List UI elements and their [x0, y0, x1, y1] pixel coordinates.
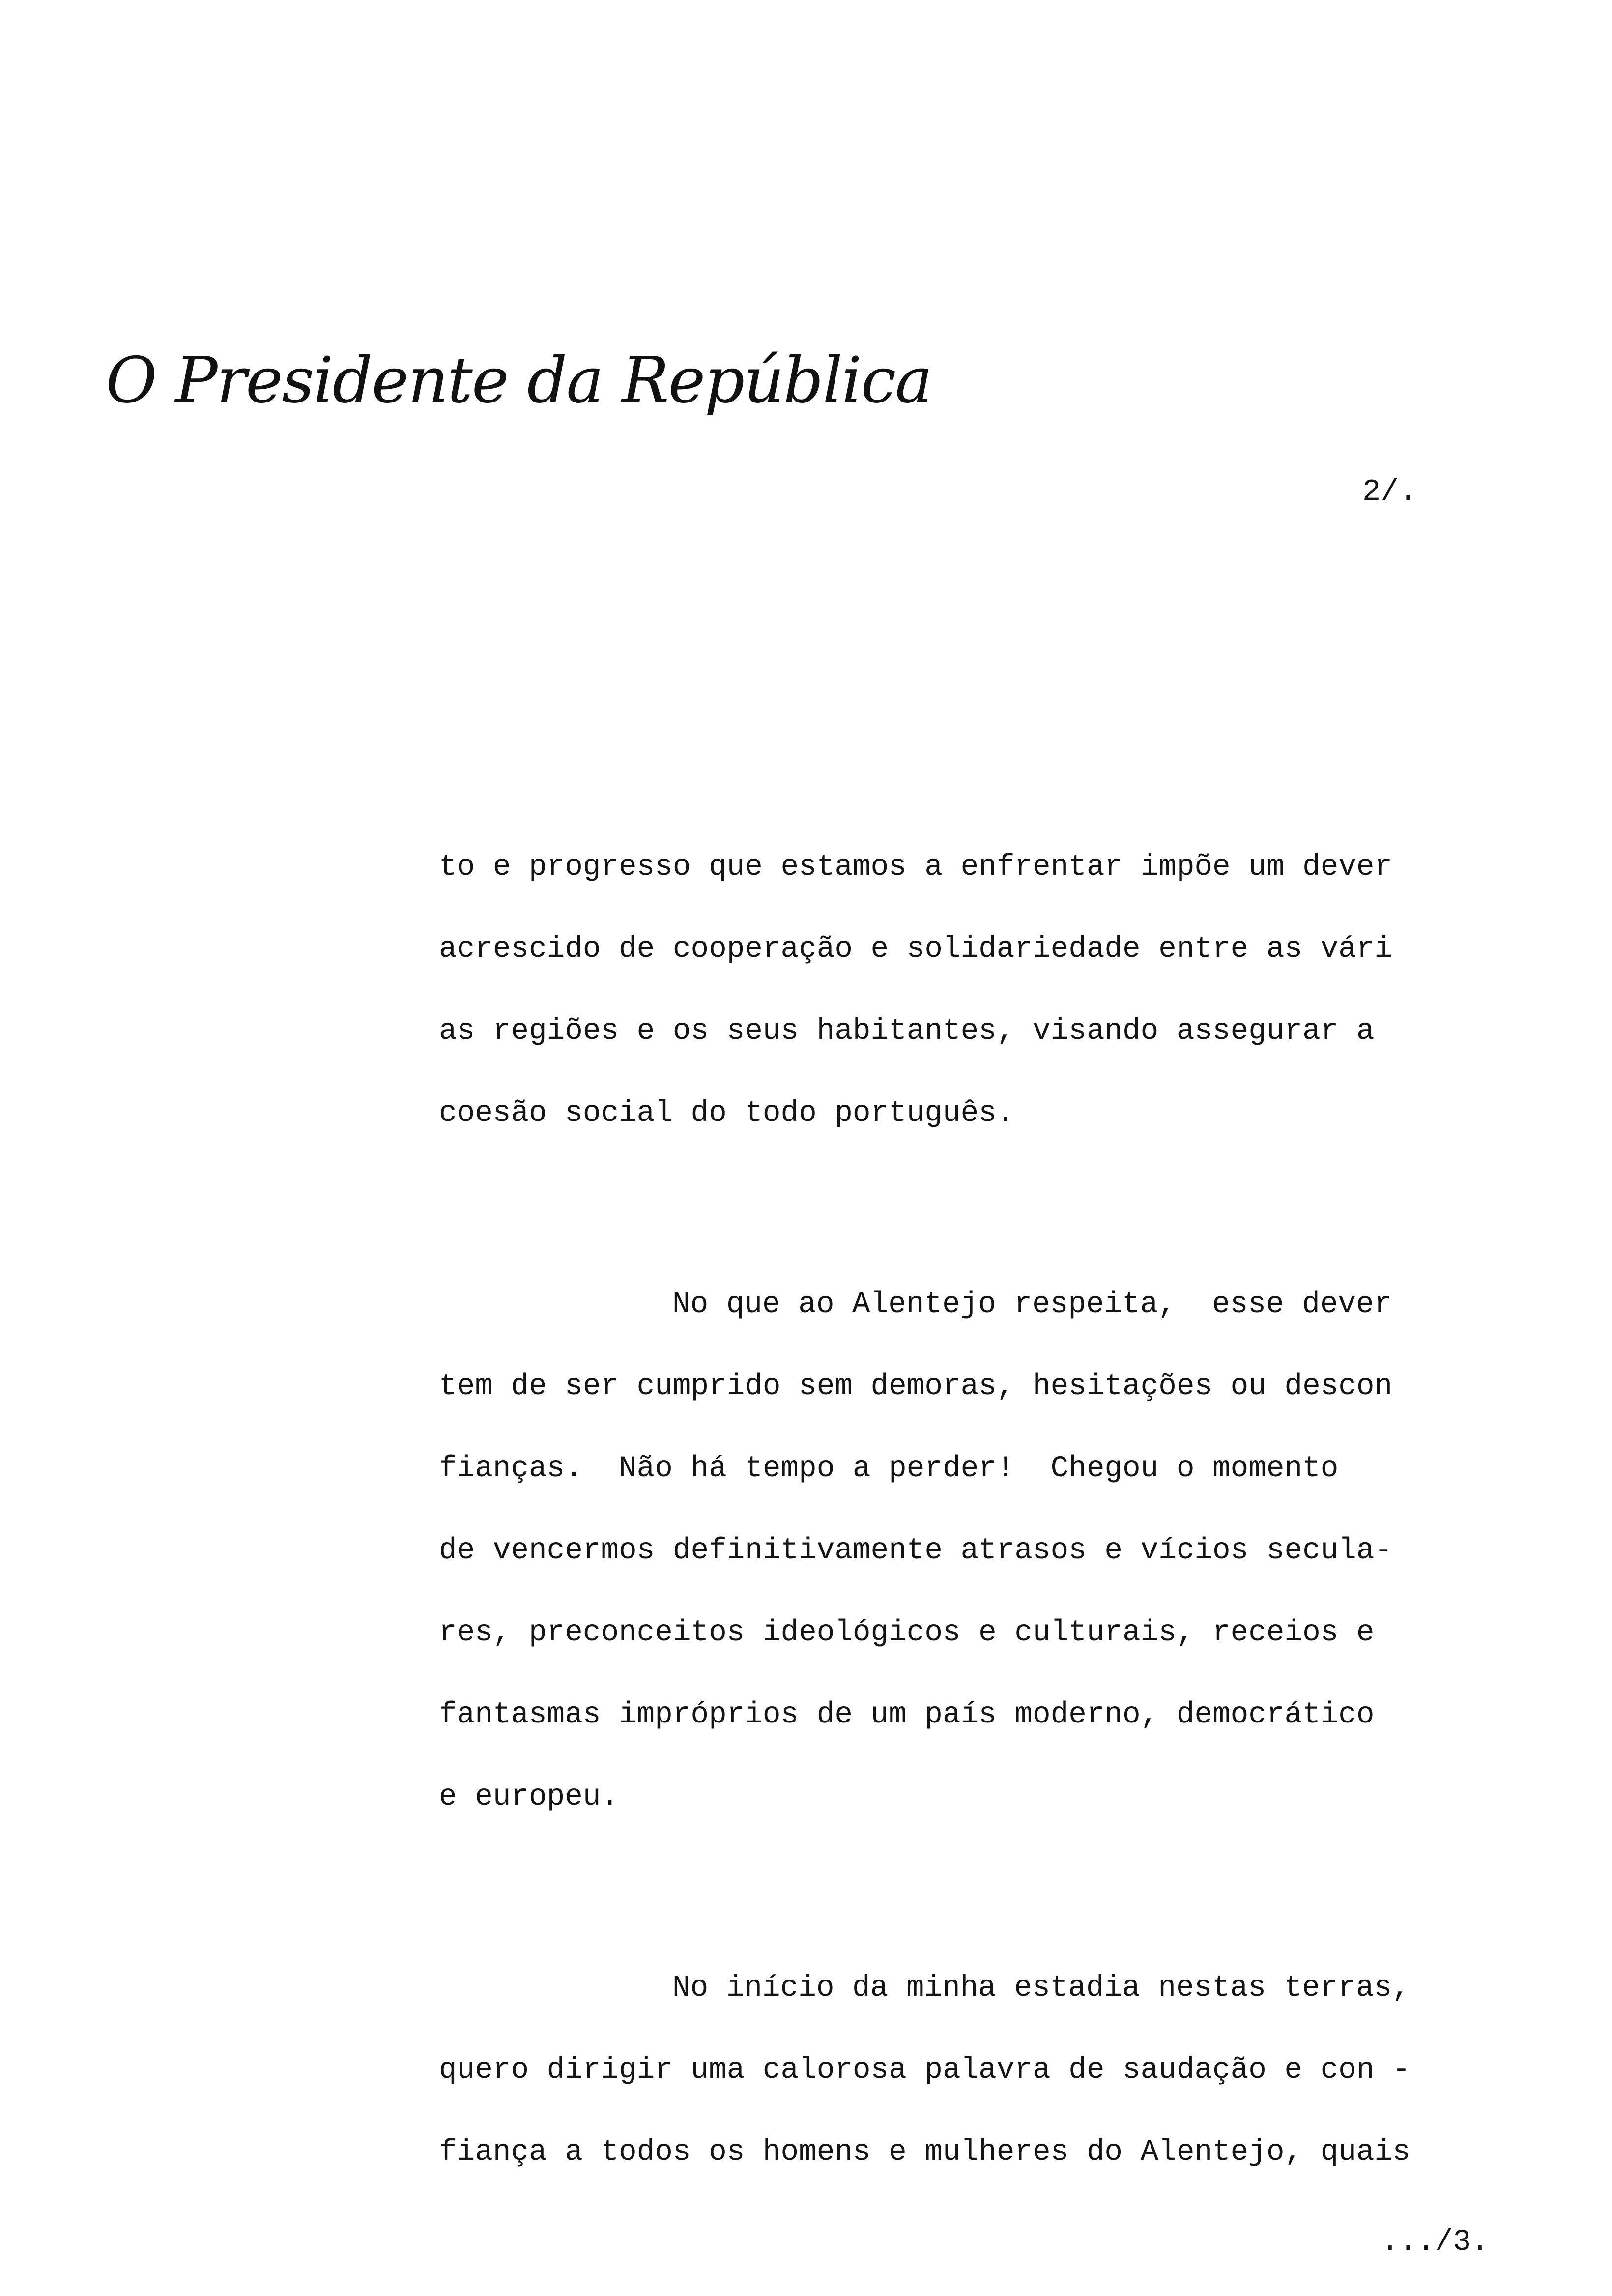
- letterhead: O Presidente da República: [106, 344, 932, 417]
- text-line: fantasmas impróprios de um país moderno, democrático: [439, 1698, 1375, 1732]
- text-line: fianças. Não há tempo a perder! Chegou o momento: [439, 1452, 1339, 1486]
- text-line: e europeu.: [439, 1780, 619, 1814]
- text-line: fiança a todos os homens e mulheres do Alentejo, quais: [439, 2135, 1410, 2169]
- text-line: res, preconceitos ideológicos e culturais, receios e: [439, 1616, 1375, 1650]
- text-line: tem de ser cumprido sem demoras, hesitações ou descon: [439, 1370, 1393, 1404]
- text-line: No início da minha estadia nestas terras,: [672, 1971, 1410, 2005]
- paragraph-1: [439, 845, 1491, 1174]
- text-line: quero dirigir uma calorosa palavra de saudação e con -: [439, 2053, 1410, 2087]
- paragraph-2: [439, 1283, 1491, 1857]
- text-line: de vencermos definitivamente atrasos e vícios secula-: [439, 1534, 1393, 1568]
- letter-body: [439, 845, 1491, 2212]
- page-number: 2/.: [1362, 474, 1417, 509]
- paragraph-3: [439, 1966, 1491, 2212]
- text-line: coesão social do todo português.: [439, 1096, 1015, 1130]
- text-line: to e progresso que estamos a enfrentar impõe um dever: [439, 850, 1393, 884]
- text-line: No que ao Alentejo respeita, esse dever: [672, 1288, 1392, 1321]
- continuation-marker: .../3.: [1381, 2225, 1489, 2259]
- text-line: acrescido de cooperação e solidariedade entre as vári: [439, 932, 1393, 966]
- text-line: as regiões e os seus habitantes, visando assegurar a: [439, 1014, 1375, 1048]
